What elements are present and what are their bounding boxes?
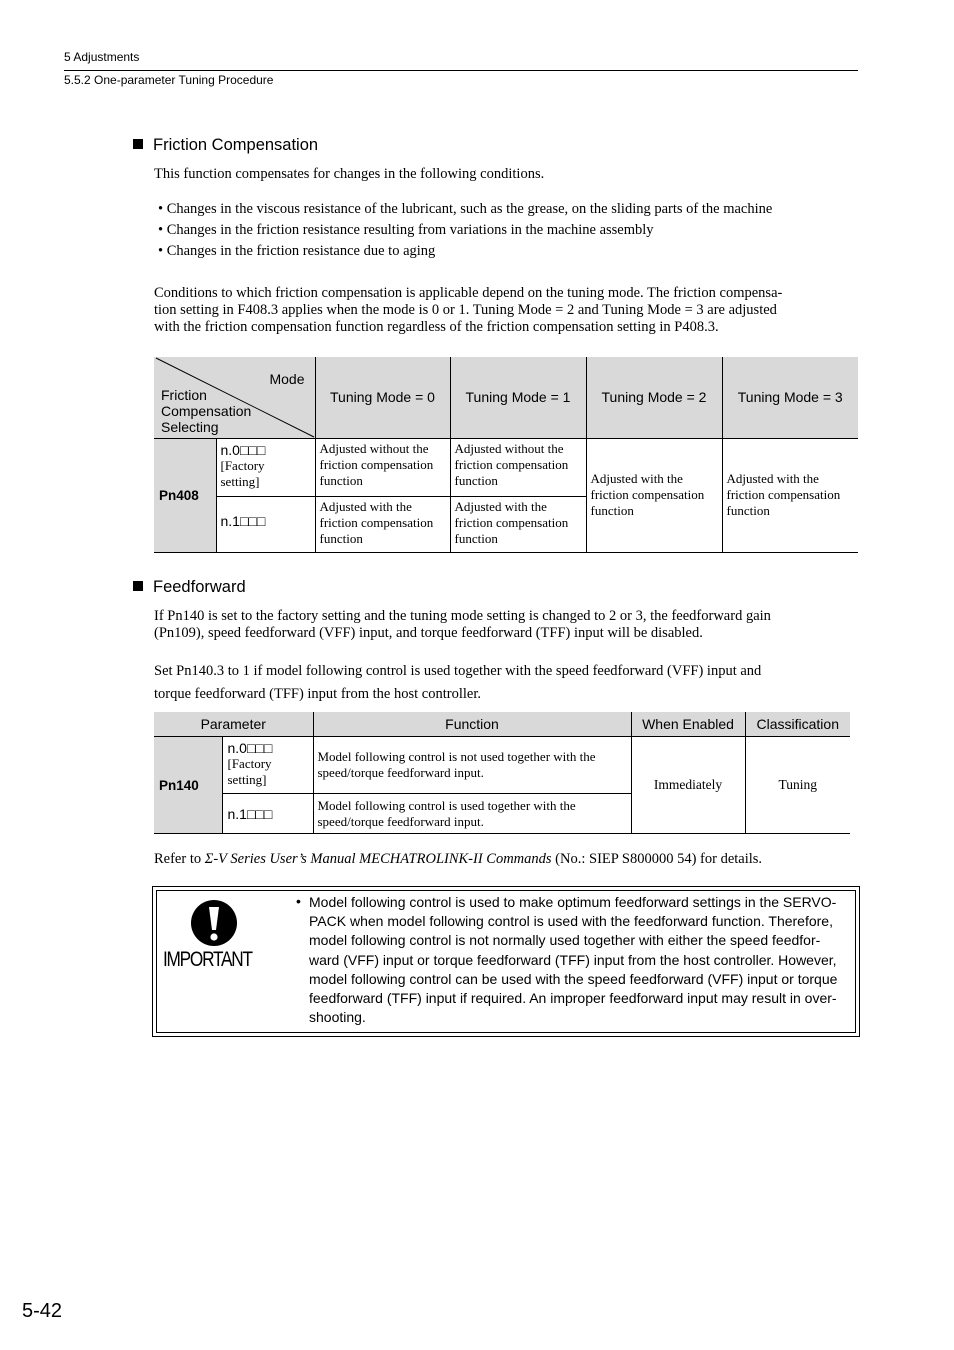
mode-2-header: Tuning Mode = 2 [586, 357, 722, 438]
square-bullet-icon [133, 139, 143, 149]
setting-code-1: n.1□□□ [216, 496, 315, 552]
feedforward-heading [133, 578, 246, 597]
manual-title: Σ-V Series User’s Manual MECHATROLINK-II Commands [204, 851, 552, 867]
paragraph-line: with the friction compensation function regardless of the friction compensation setting in P408.3. [154, 319, 719, 335]
param-pn408: Pn408 [154, 438, 216, 552]
table-cell: Adjusted with the friction compensation function [586, 438, 722, 552]
table-cell: Adjusted without the friction compensation function [450, 438, 586, 496]
corner-header-cell [154, 357, 315, 438]
friction-heading [133, 136, 318, 155]
friction-bullet-list [158, 199, 772, 262]
important-label: IMPORTANT [163, 948, 252, 971]
param-pn140: Pn140 [154, 737, 222, 834]
when-enabled-header: When Enabled [631, 712, 745, 737]
feedforward-heading-text: Feedforward [153, 578, 246, 596]
table-cell: Adjusted with the friction compensation function [450, 496, 586, 552]
paragraph-line: Set Pn140.3 to 1 if model following control is used together with the speed feedforward (VFF) input and [154, 663, 762, 679]
list-item: • Changes in the friction resistance resulting from variations in the machine assembly [158, 222, 654, 238]
square-bullet-icon [133, 581, 143, 591]
exclamation-icon [190, 899, 238, 947]
mode-3-header: Tuning Mode = 3 [722, 357, 858, 438]
friction-heading-text: Friction Compensation [153, 136, 319, 154]
setting-code-0: n.0□□□ [Factory setting] [216, 438, 315, 496]
corner-mode-label: Mode [269, 371, 305, 387]
friction-intro: This function compensates for changes in the following conditions. [154, 166, 545, 182]
corner-friction-label: Friction Compensation Selecting [161, 387, 252, 435]
parameter-header: Parameter [154, 712, 313, 737]
function-header: Function [313, 712, 631, 737]
feedforward-para-2 [154, 660, 761, 706]
reference-line: Refer to Σ-V Series User’s Manual MECHATROLINK-II Commands (No.: SIEP S800000 54) for details. [154, 851, 763, 867]
paragraph-line: If Pn140 is set to the factory setting and the tuning mode setting is changed to 2 or 3, the feedforward gain [154, 608, 771, 624]
table-cell: Model following control is not used together with the speed/torque feedforward input. [313, 737, 631, 794]
mode-1-header: Tuning Mode = 1 [450, 357, 586, 438]
classification-cell: Tuning [745, 737, 850, 834]
feedforward-para-1 [154, 608, 771, 642]
important-bullet: • [296, 893, 301, 909]
setting-code-0: n.0□□□ [Factory setting] [222, 737, 313, 794]
classification-header: Classification [745, 712, 850, 737]
paragraph-line: Conditions to which friction compensation is applicable depend on the tuning mode. The friction compensa- [154, 285, 783, 301]
mode-0-header: Tuning Mode = 0 [315, 357, 450, 438]
table-cell: Adjusted with the friction compensation function [315, 496, 450, 552]
important-text: Model following control is used to make optimum feedforward settings in the SERVO- PACK when model following control is used with the feedforward function. Therefore, model following control is not normally used together with either the speed feedfor- ward (VFF) input or torque feedforward (TFF) input from the host controller. However, model following control can be used with the speed feedforward (VFF) input or torque feedforward (TFF) input if required. An improper feedforward input may result in over- shooting. [309, 894, 838, 1026]
paragraph-line: torque feedforward (TFF) input from the host controller. [154, 686, 481, 702]
setting-code-1: n.1□□□ [222, 794, 313, 834]
table-cell: Adjusted with the friction compensation function [722, 438, 858, 552]
friction-conditions [154, 285, 782, 336]
table-cell: Model following control is used together with the speed/torque feedforward input. [313, 794, 631, 834]
when-enabled-cell: Immediately [631, 737, 745, 834]
chapter-header: 5 Adjustments [64, 50, 140, 64]
header-rule [64, 70, 858, 71]
paragraph-line: tion setting in F408.3 applies when the mode is 0 or 1. Tuning Mode = 2 and Tuning Mode = 3 are adjusted [154, 302, 777, 318]
paragraph-line: (Pn109), speed feedforward (VFF) input, and torque feedforward (TFF) input will be disabled. [154, 625, 703, 641]
feedforward-table [154, 712, 850, 834]
section-header: 5.5.2 One-parameter Tuning Procedure [64, 73, 274, 87]
list-item: • Changes in the friction resistance due to aging [158, 243, 436, 259]
table-cell: Adjusted without the friction compensation function [315, 438, 450, 496]
friction-table [154, 357, 858, 553]
page-number: 5-42 [22, 1300, 63, 1322]
list-item: • Changes in the viscous resistance of the lubricant, such as the grease, on the sliding parts of the machine [158, 201, 773, 217]
